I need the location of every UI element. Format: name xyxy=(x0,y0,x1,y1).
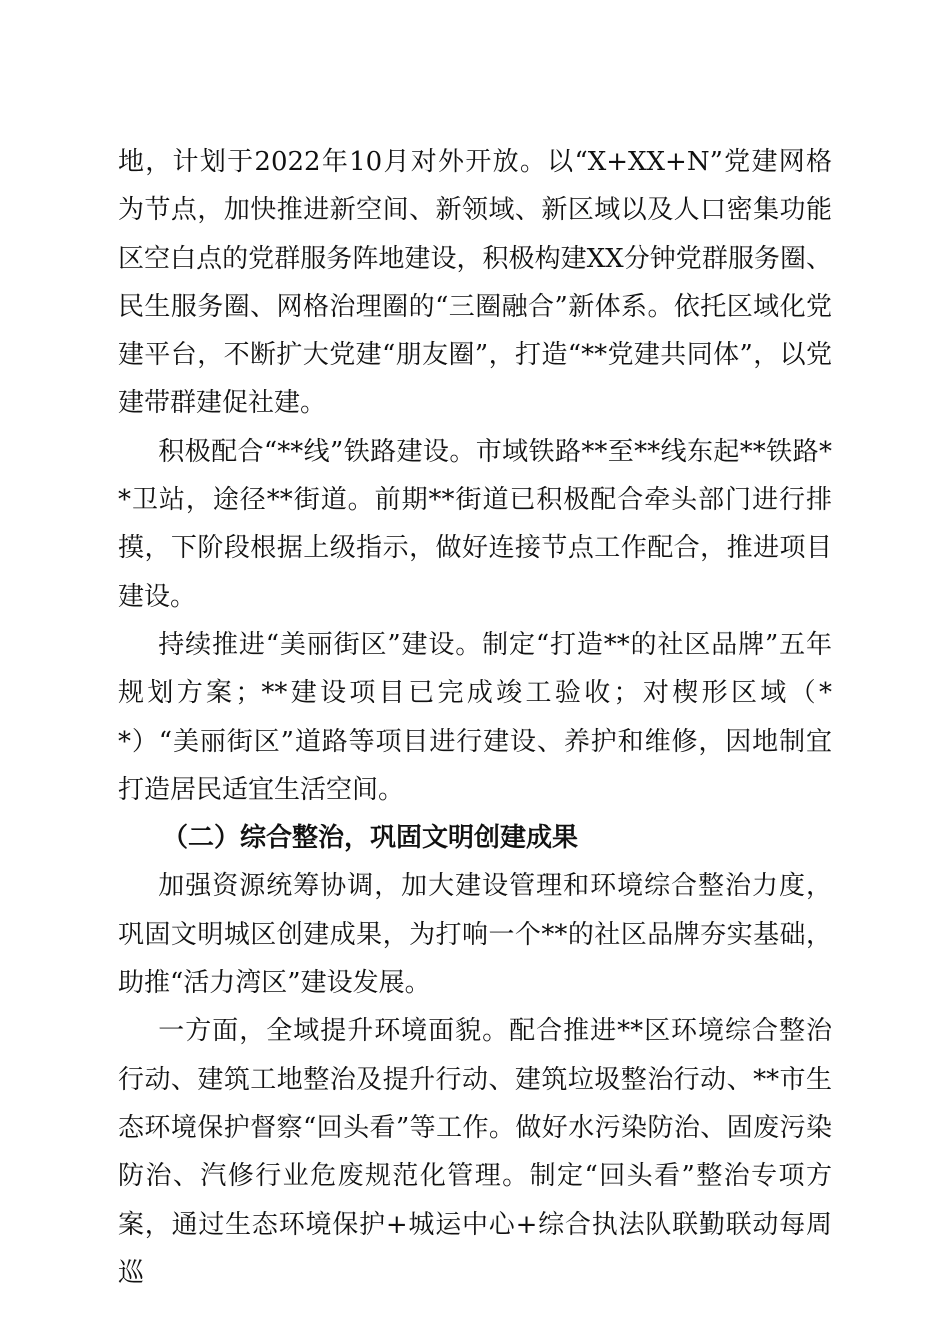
paragraph-continuation: 地，计划于2022年10月对外开放。以“X+XX+N”党建网格为节点，加快推进新空间、新领域、新区域以及人口密集功能区空白点的党群服务阵地建设，积极构建XX分钟党群服务圈、民生服务圈、网格治理圈的“三圈融合”新体系。依托区域化党建平台，不断扩大党建“朋友圈”，打造“**党建共同体”，以党建带群建促社建。 xyxy=(118,147,832,419)
paragraph-resources: 加强资源统筹协调，加大建设管理和环境综合整治力度，巩固文明城区创建成果，为打响一个**的社区品牌夯实基础，助推“活力湾区”建设发展。 xyxy=(118,871,832,999)
paragraph-environment: 一方面，全域提升环境面貌。配合推进**区环境综合整治行动、建筑工地整治及提升行动、建筑垃圾整治行动、**市生态环境保护督察“回头看”等工作。做好水污染防治、固废污染防治、汽修行业危废规范化管理。制定“回头看”整治专项方案，通过生态环境保护+城运中心+综合执法队联勤联动每周巡 xyxy=(118,1016,832,1288)
paragraph-railway: 积极配合“**线”铁路建设。市域铁路**至**线东起**铁路**卫站，途径**街道。前期**街道已积极配合牵头部门进行排摸，下阶段根据上级指示，做好连接节点工作配合，推进项目建设。 xyxy=(118,436,832,612)
section-heading: （二）综合整治，巩固文明创建成果 xyxy=(162,823,579,854)
paragraph-beautiful-streets: 持续推进“美丽街区”建设。制定“打造**的社区品牌”五年规划方案；**建设项目已完成竣工验收；对楔形区域（**）“美丽街区”道路等项目进行建设、养护和维修，因地制宜打造居民适宜生活空间。 xyxy=(118,629,832,805)
document-body xyxy=(118,138,832,1297)
